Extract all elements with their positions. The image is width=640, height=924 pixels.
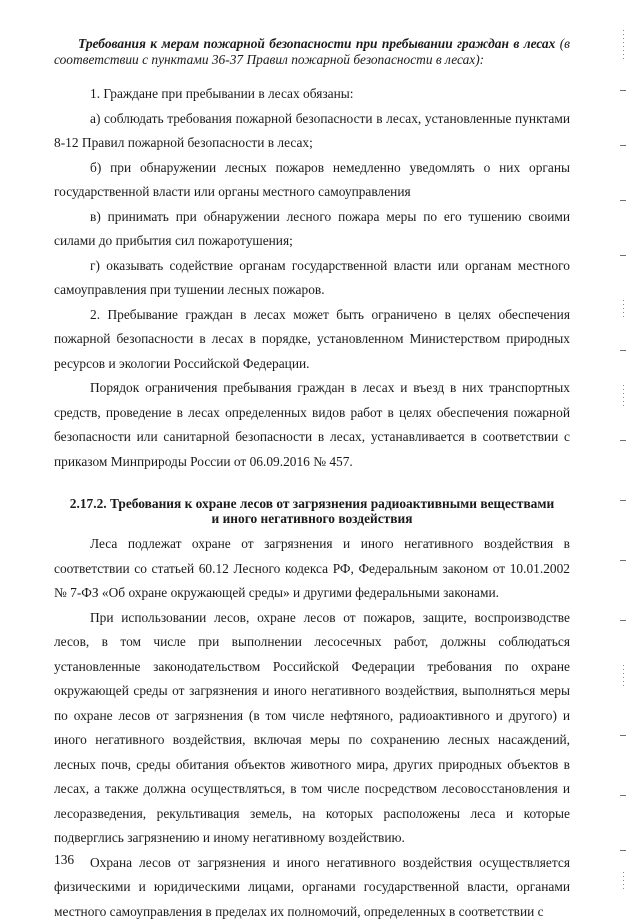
paragraph: При использовании лесов, охране лесов от пожаров, защите, воспроизводстве лесов, в том числе при выполнении лесосечных работ, должны соблюдаться установленные законодательством Российской Федерации требования по охране окружающей среды от загрязнения и иного негативного воздействия, выполняться меры по охране лесов от загрязнения (в том числе нефтяного, радиоактивного и другого) и иного негативного воздействия, включая меры по сохранению лесных насаждений, лесных почв, среды обитания объектов животного мира, других природных объектов в лесах, а также должна осуществляться, в том числе посредством лесовосстановления и лесоразведения, рекультивация земель, на которых расположены леса и которые подверглись загрязнению и иному негативному воздействию. [54,606,570,851]
section-heading-fire-safety [54,36,570,68]
scan-margin-artifact [623,30,624,60]
scan-margin-artifact [623,385,624,409]
scan-margin-artifact [620,735,626,736]
section-title [54,496,570,526]
paragraph: б) при обнаружении лесных пожаров немедленно уведомлять о них органы государственной власти или органы местного самоуправления [54,156,570,205]
scan-margin-artifact [620,620,626,621]
paragraph: г) оказывать содействие органам государственной власти или органам местного самоуправления при тушении лесных пожаров. [54,254,570,303]
scan-margin-artifact [620,350,626,351]
paragraph: в) принимать при обнаружении лесного пожара меры по его тушению своими силами до прибытия сил пожаротушения; [54,205,570,254]
page-number: 136 [54,852,74,868]
scan-margin-artifact [623,665,624,689]
scan-margin-artifact [620,145,626,146]
heading-bold-text: Требования к мерам пожарной безопасности при пребывании граждан в лесах [78,36,555,51]
scan-margin-artifact [620,560,626,561]
paragraph: Охрана лесов от загрязнения и иного негативного воздействия осуществляется физическими и юридическими лицами, органами государственной власти, органами местного самоуправления в пределах их полномочий, определенных в соответствии с [54,851,570,924]
scan-margin-artifact [620,440,626,441]
scan-margin-artifact [623,300,624,320]
scan-margin-artifact [620,200,626,201]
scan-margin-artifact [623,872,624,892]
paragraph: 2. Пребывание граждан в лесах может быть ограничено в целях обеспечения пожарной безопасности в лесах в порядке, установленном Министерством природных ресурсов и экологии Российской Федерации. [54,303,570,377]
paragraph: а) соблюдать требования пожарной безопасности в лесах, установленные пунктами 8-12 Правил пожарной безопасности в лесах; [54,107,570,156]
scan-margin-artifact [620,90,626,91]
scan-margin-artifact [620,795,626,796]
page-content [54,36,570,924]
section-title-line-1: 2.17.2. Требования к охране лесов от загрязнения радиоактивными веществами [54,496,570,511]
scan-margin-artifact [620,500,626,501]
paragraph: 1. Граждане при пребывании в лесах обязаны: [54,82,570,107]
heading-rest-text: (в соответствии с пунктами 36-37 Правил пожарной безопасности в лесах): [54,36,570,67]
scan-margin-artifact [620,850,626,851]
paragraph: Порядок ограничения пребывания граждан в лесах и въезд в них транспортных средств, проведение в лесах определенных видов работ в целях обеспечения пожарной безопасности или санитарной безопасности в лесах, устанавливается в соответствии с приказом Минприроды России от 06.09.2016 № 457. [54,376,570,474]
scan-margin-artifact [620,255,626,256]
paragraph: Леса подлежат охране от загрязнения и иного негативного воздействия в соответствии со статьей 60.12 Лесного кодекса РФ, Федеральным законом от 10.01.2002 № 7-ФЗ «Об охране окружающей среды» и другими федеральными законами. [54,532,570,606]
section-title-line-2: и иного негативного воздействия [54,511,570,526]
